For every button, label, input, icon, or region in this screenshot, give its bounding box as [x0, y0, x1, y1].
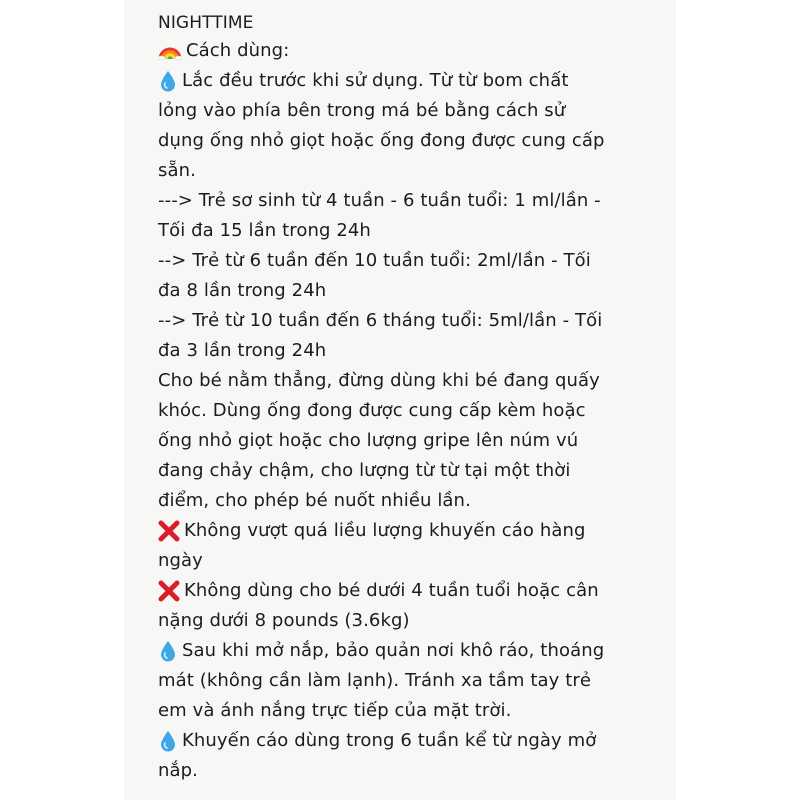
line-text: Cách dùng: — [186, 40, 290, 61]
paragraph-line — [158, 366, 600, 396]
droplet-icon — [158, 730, 178, 752]
warning-line — [158, 546, 203, 576]
line-text: Cho bé nằm thẳng, đừng dùng khi bé đang quấy — [158, 370, 600, 391]
paragraph-line — [158, 126, 605, 156]
paragraph-line — [158, 486, 471, 516]
paragraph-line — [158, 96, 565, 126]
cross-icon — [158, 520, 180, 542]
line-text: em và ánh nắng trực tiếp của mặt trời. — [158, 700, 512, 721]
line-text: --> Trẻ từ 10 tuần đến 6 tháng tuổi: 5ml/lần - Tối — [158, 310, 603, 331]
note-title — [158, 8, 253, 38]
line-text: nắp. — [158, 760, 198, 781]
line-text: khóc. Dùng ống đong được cung cấp kèm hoặc — [158, 400, 586, 421]
line-text: Tối đa 15 lần trong 24h — [158, 220, 371, 241]
line-text: Sau khi mở nắp, bảo quản nơi khô ráo, thoáng — [182, 640, 605, 661]
line-text: Khuyến cáo dùng trong 6 tuần kể từ ngày mở — [182, 730, 597, 751]
line-text: dụng ống nhỏ giọt hoặc ống đong được cung cấp — [158, 130, 605, 151]
line-text: mát (không cần làm lạnh). Tránh xa tầm tay trẻ — [158, 670, 592, 691]
line-text: đang chảy chậm, cho lượng từ từ tại một thời — [158, 460, 571, 481]
recommendation-line — [158, 726, 596, 756]
paragraph-line — [158, 426, 578, 456]
usage-heading — [158, 36, 289, 66]
recommendation-line — [158, 756, 198, 786]
line-text: --> Trẻ từ 6 tuần đến 10 tuần tuổi: 2ml/lần - Tối — [158, 250, 591, 271]
storage-line — [158, 666, 591, 696]
dosage-line — [158, 306, 602, 336]
line-text: NIGHTTIME — [158, 13, 254, 33]
line-text: điểm, cho phép bé nuốt nhiều lần. — [158, 490, 471, 511]
line-text: ---> Trẻ sơ sinh từ 4 tuần - 6 tuần tuổi: 1 ml/lần - — [158, 190, 601, 211]
paragraph-line — [158, 456, 570, 486]
note-page — [124, 0, 676, 800]
dosage-line — [158, 246, 591, 276]
warning-line — [158, 576, 599, 606]
dosage-line — [158, 336, 326, 366]
line-text: sẵn. — [158, 160, 196, 181]
line-text: ngày — [158, 550, 203, 571]
dosage-line — [158, 276, 326, 306]
line-text: Không vượt quá liều lượng khuyến cáo hàng — [184, 520, 586, 541]
cross-icon — [158, 580, 180, 602]
dosage-line — [158, 216, 371, 246]
line-text: Không dùng cho bé dưới 4 tuần tuổi hoặc cân — [184, 580, 599, 601]
dosage-line — [158, 186, 601, 216]
paragraph-line — [158, 396, 586, 426]
line-text: ống nhỏ giọt hoặc cho lượng gripe lên núm vú — [158, 430, 579, 451]
line-text: đa 8 lần trong 24h — [158, 280, 327, 301]
rainbow-icon — [158, 42, 182, 60]
storage-line — [158, 636, 604, 666]
line-text: lỏng vào phía bên trong má bé bằng cách sử — [158, 100, 566, 121]
droplet-icon — [158, 640, 178, 662]
line-text: Lắc đều trước khi sử dụng. Từ từ bom chất — [182, 70, 569, 91]
droplet-icon — [158, 70, 178, 92]
warning-line — [158, 516, 586, 546]
line-text: nặng dưới 8 pounds (3.6kg) — [158, 610, 410, 631]
warning-line — [158, 606, 410, 636]
paragraph-line — [158, 66, 568, 96]
paragraph-line — [158, 156, 196, 186]
line-text: đa 3 lần trong 24h — [158, 340, 327, 361]
storage-line — [158, 696, 511, 726]
